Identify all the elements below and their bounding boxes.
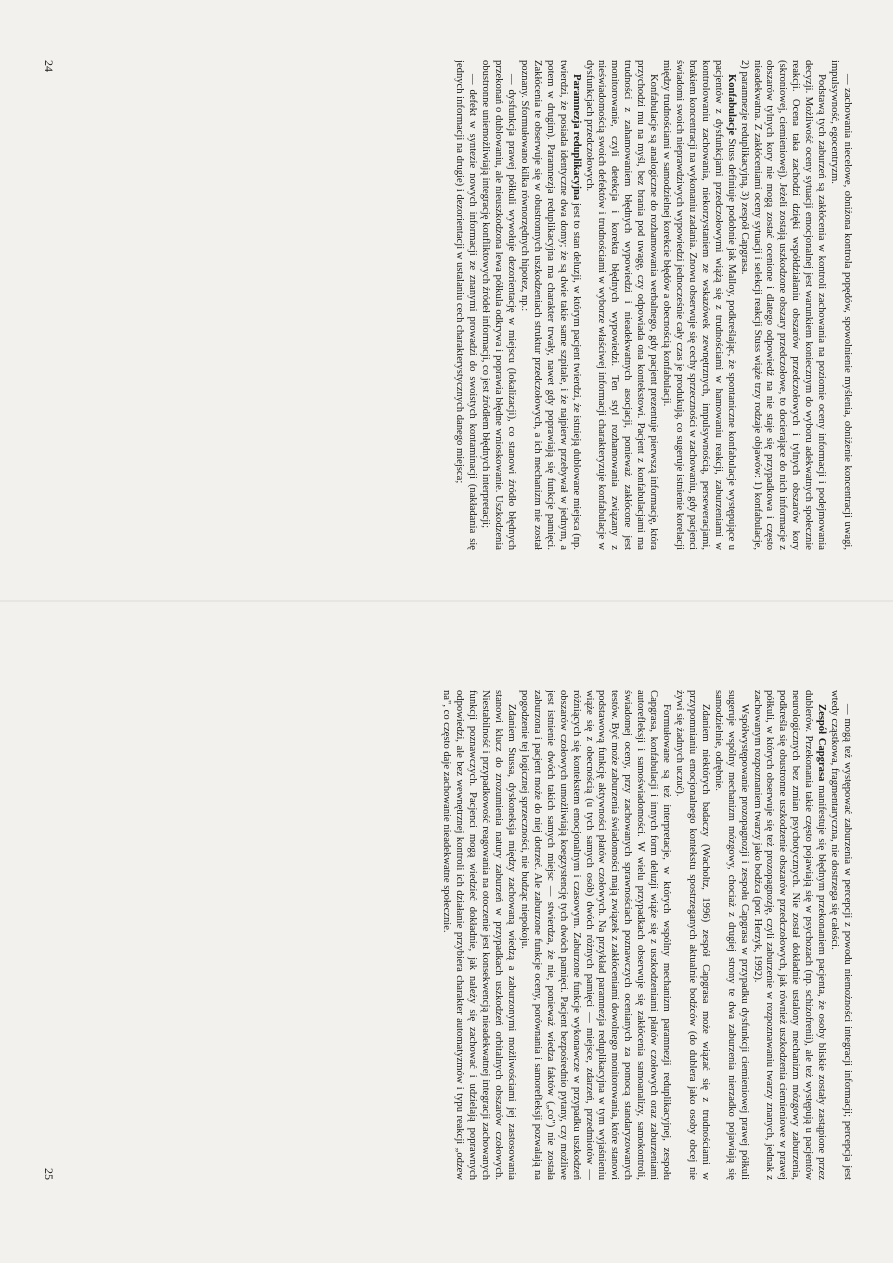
page-25-text (440, 690, 854, 1180)
paragraph (737, 60, 827, 550)
page-25 (33, 690, 853, 1180)
paragraph-text: jest to stan deluzji, w którym pacjent twierdzi, że istnieją dublowane miejsca (np. twierdzi, że posiada identyczne dwa domy; że są dwie takie same szpitale, i że najpierw przebywał w jednym, a potem w drugim). Paramnezja reduplikacyjna ma charakter trwały, nawet gdy poprawiają się funkcje pamięci. Zakłócenia te obserwuje się w obustronnych uszkodzeniach struktur przedczołowych, a ich mechanizm nie został poznany. Sformułowano kilka równorzędnych hipotez, np.: (518, 60, 582, 550)
paragraph (827, 60, 853, 550)
paragraph-text: Konfabulacje są analogiczne do rozhamowania werbalnego, gdy pacjent prezentuje pierwszą informację, która przychodzi mu na myśl, bez brania pod uwagę, czy odpowiada ona kontekstowi. Pacjent z konfabulacjami ma trudności z zahamowaniem błędnych wypowiedzi i nieadekwatnych asocjacji, ponieważ zakłócone jest monitorowanie, czyli detekcja i korekta błędnych wypowiedzi. Ten styl rozhamowania związany z nieświadomością swoich defektów i trudnościami w wyborze właściwej informacji charakteryzuje konfabulacje w dysfunkcjach przedczołowych. (583, 60, 660, 550)
paragraph-text: — dysfunkcja prawej półkuli wywołuje dezorientację w miejscu (lokalizacji), co stanowi źródło błędnych przekonań o dublowaniu, ale nieuszkodzona lewa półkula odkrywa i poprawia błędne wnioskowanie. Uszkodzenia obustronne uniemożliwiają integrację konfliktowych źródeł informacji, co jest źródłem błędnych interpretacji; (480, 60, 518, 550)
paragraph (827, 690, 853, 1180)
paragraph-text: Formułowane są też interpretacje, w których wspólny mechanizm paramnezji reduplikacyjnej, zespołu Capgrasa, konfabulacji i innych form deluzji wiąże się z uszkodzeniami płatów czołowych oraz zaburzeniami autorefleksji i samoświadomości. W wielu przypadkach obserwuje się zakłócenia samoanalizy, samokontroli, świadomej oceny, przy zachowanych sprawnościach poznawczych ocenianych za pomocą standaryzowanych testów. Być może zaburzenia świadomości mają związek z zakłóceniami dowolnego monitorowania, które stanowi podstawową funkcję aktywności płatów czołowych. Na przykład paramnezja reduplikacyjna w tym wyjaśnieniu wiąże się z obecnością (u tych samych osób) dwóch różnych pamięci — miejsce, zdarzeń, przedmiotów — różniących się kontekstem emocjonalnym i czasowym. Zaburzone funkcje wykonawcze w przypadku uszkodzeń obszarów czołowych umożliwiają koegzystencję tych dwóch pamięci. Pacjent bezpośrednio pytany, czy możliwe jest istnienie dwóch takich samych miejsc — stwierdza, że nie, ponieważ wiedza faktów („co") nie została zaburzona i pacjent może do niej dotrzeć. Ale zaburzone funkcje oceny, porównania i samorefleksji pozwalają na pogodzenie tej logicznej sprzeczności, nie budząc niepokoju. (518, 690, 673, 1180)
paragraph-text: Stuss definiuje podobnie jak Malloy, podkreślając, że spontaniczne konfabulacje występujące u pacjentów z dysfunkcjami przedczołowymi wiążą się z trudnościami w hamowaniu reakcji, zaburzeniami w kontrolowaniu zachowania, niekorzystaniem ze wskazówek zewnętrznych, impulsywnością, perseweracjami, brakiem koncentracji na wykonaniu zadania. Znowu obserwuje się cechy sprzeczności w zachowaniu, gdy pacjenci świadomi swoich nieprawdziwych wypowiedzi jednocześnie cały czas je produkują, co sugeruje istnienie korelacji między trudnościami w samodzielnej korekcie błędów a obecnością konfabulacji. (661, 60, 737, 550)
paragraph (711, 690, 750, 1180)
paragraph (478, 60, 517, 550)
paragraph (750, 690, 828, 1180)
paragraph-text: Współwystępowanie prozopagnozji i zespołu Capgrasa w przypadku dysfunkcji ciemieniowej prawej półkuli sugeruje wspólny mechanizm mózgowy, chociaż z drugiej strony te dwa zaburzenia nierzadko pojawiają się samodzielnie, odrębnie. (712, 690, 750, 1180)
term-heading: Konfabulacje (725, 74, 737, 136)
paragraph (659, 60, 737, 550)
paragraph-text: — mogą też występować zaburzenia w percepcji z powodu niemożności integracji informacji; percepcja jest wtedy cząstkowa, fragmentaryczna, nie dostrzega się całości. (829, 690, 853, 1180)
paragraph-text: Zdaniem Stussa, dyskoneksja między zachowaną wiedzą a zaburzonymi możliwościami jej zastosowania stanowi klucz do zrozumienia natury zaburzeń w przypadkach uszkodzeń orbitalnych obszarów czołowych. Niestabilność i przypadkowość reagowania na otoczenie jest konsekwencją nieadekwatnej integracji zachowanych funkcji poznawczych. Pacjenci mogą wiedzieć dokładnie, jak należy się zachować i udzielają poprawnych odpowiedzi, ale bez wewnętrznej kontroli ich działanie przybiera charakter automatyzmów i typu reakcji „odzew na", co często daje zachowanie nieadekwatne społecznie. (441, 690, 518, 1180)
paragraph-text: — zachowania niecelowe, obniżona kontrola popędów, spowolnienie myślenia, obniżenie koncentracji uwagi, impulsywność, egocentryzm. (829, 60, 853, 550)
paragraph (672, 690, 711, 1180)
paragraph-text: — defekt w syntezie nowych informacji ze znanymi prowadzi do swoistych kontaminacji (nakładania się jednych informacji na drugie) i dezorientacji w ustalaniu cech charakterystycznych danego miejsca; (454, 60, 479, 550)
book-fold (0, 600, 893, 602)
paragraph-text: manifestuje się błędnym przekonaniem pacjenta, że osoby bliskie zostały zastąpione przez dublerów. Przekonania takie często pojawiają się w psychozach (np. schizofrenii), ale też występują u pacjentów neurologicznych bez zmian psychotycznych. Nie został dokładnie ustalony mechanizm mózgowy zaburzenia, podkreśla się obustronne uszkodzenie obszarów przedczołowych, jak również uszkodzenia ciemieniowe w prawej półkuli, w których obserwuje się też prozopagnozję, czyli zaburzenie w rozpoznawaniu twarzy znanych, jednak z zachowanym rozpoznaniem twarzy jako bodźca (por. Herzyk, 1992). (751, 690, 828, 1180)
term-heading: Zespół Capgrasa (816, 704, 828, 782)
paragraph (440, 690, 518, 1180)
page-24-text (452, 60, 853, 550)
term-heading: Paramnezja reduplikacyjna (570, 74, 582, 201)
page-number-25: 25 (41, 1168, 56, 1180)
paragraph-text: Podstawą tych zaburzeń są zakłócenia w kontroli zachowania na poziomie oceny informacji i podejmowania decyzji. Możliwość oceny sytuacji emocjonalnej jest warunkiem koniecznym do wyboru adekwatnych społecznie reakcji. Ocena taka zachodzi dzięki współdziałaniu obszarów przedczołowych i tylnych obszarów kory (skroniowej, ciemieniowej). Jeżeli zostają uszkodzone obszary przedczołowe, to docierające do nich informacje z obszarów tylnych kory nie mogą zostać ocenione i dlatego odpowiedź na nie staje się przypadkowa i często nieadekwatna. Z zakłóceniami oceny sytuacji i selekcji reakcji Stuss wiąże trzy rodzaje objawów: 1) konfabulacje, 2) paramnezje reduplikacyjną, 3) zespół Capgrasa. (738, 60, 828, 550)
paragraph (452, 60, 478, 550)
page-24 (33, 60, 853, 550)
paragraph (517, 60, 582, 550)
paragraph (582, 60, 660, 550)
paragraph (517, 690, 672, 1180)
page-number-24: 24 (41, 60, 56, 72)
paragraph-text: Zdaniem niektórych badaczy (Wacholtz, 1996) zespół Capgrasa może wiązać się z trudnościami w przypomnianiu emocjonalnego kontekstu spostrzeganych aktualnie bodźców (do dublera jako osoby obcej nie żywi się żadnych uczuć). (674, 690, 711, 1180)
